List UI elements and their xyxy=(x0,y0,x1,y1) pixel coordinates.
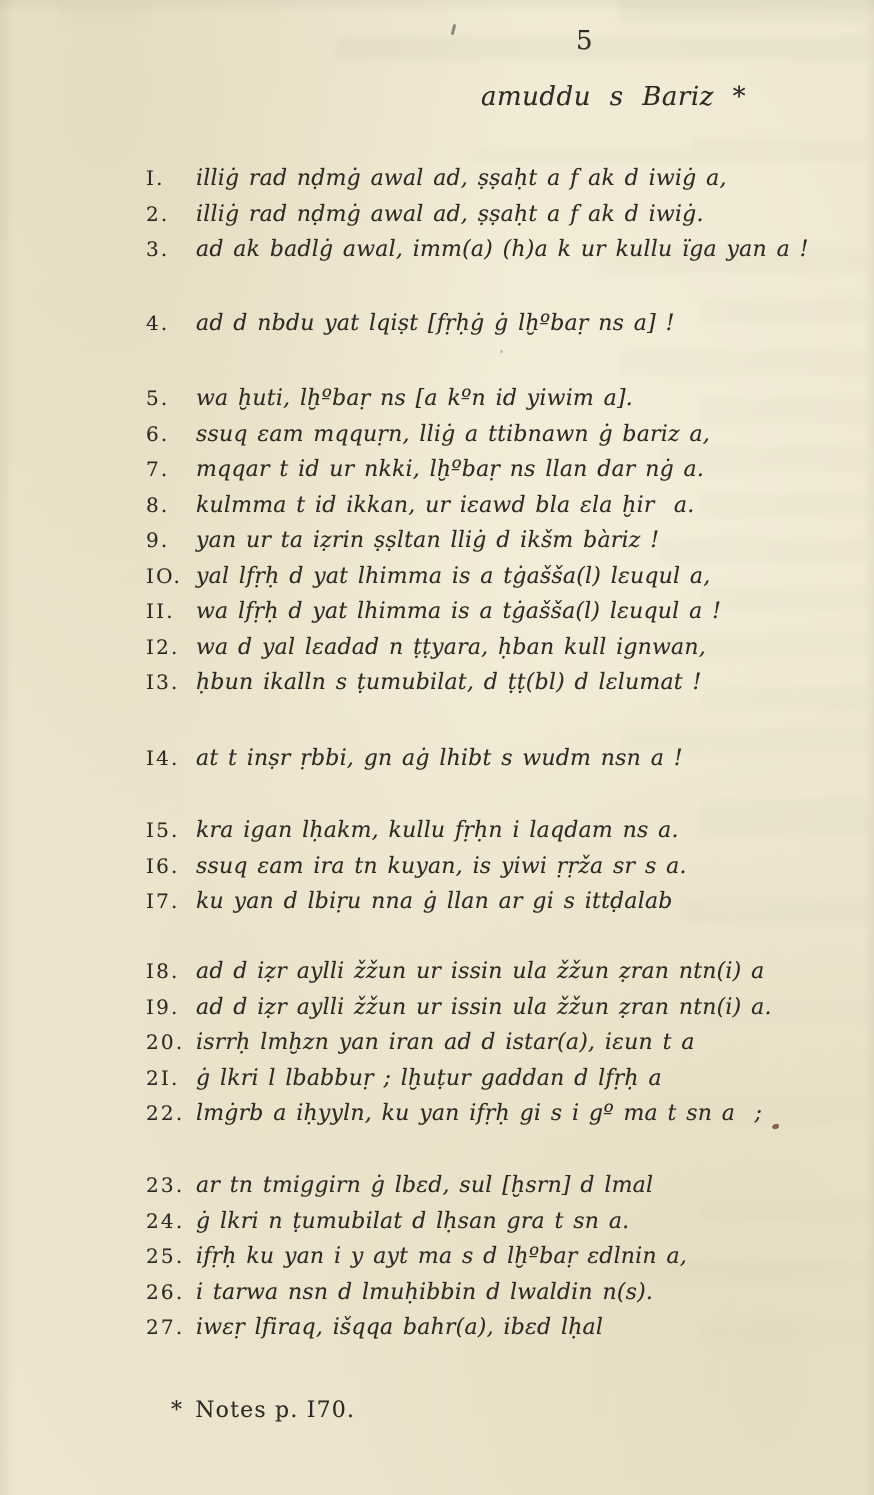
line-number: I5. xyxy=(146,818,180,842)
line-number: I6. xyxy=(146,853,180,878)
poem-line xyxy=(0,1025,874,1061)
show-through-smudge xyxy=(336,38,868,62)
poem-line xyxy=(0,884,874,920)
line-number: 2. xyxy=(146,201,170,226)
poem-line xyxy=(0,232,874,268)
poem-line xyxy=(0,1310,874,1346)
footnote xyxy=(0,1396,874,1426)
stanza xyxy=(0,1168,874,1346)
stanza xyxy=(0,306,874,342)
stanza xyxy=(0,381,874,701)
line-number: 27. xyxy=(146,1315,185,1339)
line-text: yan ur ta iẓrin ṣṣltan lliġ d ikšm bàriz ! xyxy=(196,528,660,553)
poem-line xyxy=(0,630,874,666)
poem-line xyxy=(0,452,874,488)
poem-line xyxy=(0,665,874,701)
show-through-smudge xyxy=(620,352,870,374)
poem-line xyxy=(0,954,874,990)
poem-line xyxy=(0,1275,874,1311)
line-number: 8. xyxy=(146,492,170,517)
line-number: I. xyxy=(146,166,165,190)
stanza xyxy=(0,813,874,920)
poem-line xyxy=(0,1204,874,1240)
line-number: 2I. xyxy=(146,1065,180,1090)
line-number: 4. xyxy=(146,311,170,335)
line-text: ḥbun ikalln s ṭumubilat, d ṭṭ(bl) d lɛlumat ! xyxy=(196,670,702,695)
line-text: ġ lkri l lbabbuṛ ; lḫuṭur gaddan d lfṛḥ a xyxy=(196,1065,662,1091)
line-number: 23. xyxy=(146,1173,185,1197)
line-text: ġ lkri n ṭumubilat d lḥsan gra t sn a. xyxy=(196,1208,630,1234)
footnote-marker: * xyxy=(171,1398,184,1423)
poem-line xyxy=(0,849,874,885)
line-text: iwɛṛ lfiraq, išqqa bahr(a), ibɛd lḥal xyxy=(196,1315,604,1340)
stanza xyxy=(0,741,874,777)
line-text: ad ak badlġ awal, imm(a) (h)a k ur kullu ïga yan a ! xyxy=(196,237,809,262)
line-text: wa lfṛḥ d yat lhimma is a tġašša(l) lɛuqul a ! xyxy=(196,599,722,624)
line-text: at t inṣr ṛbbi, gn aġ lhibt s wudm nsn a ! xyxy=(196,746,683,771)
poem-line xyxy=(0,523,874,559)
show-through-smudge xyxy=(60,6,152,22)
line-number: I7. xyxy=(146,889,180,913)
page-number: 5 xyxy=(576,26,594,56)
line-text: yal lfṛḥ d yat lhimma is a tġašša(l) lɛuqul a, xyxy=(196,563,711,589)
line-text: ar tn tmiggirn ġ lbɛd, sul [ḫsrn] d lmal xyxy=(196,1173,654,1198)
line-text: ad d nbdu yat lqiṣt [fṛḥġ ġ lḫºbaṛ ns a] ! xyxy=(196,311,675,336)
poem-line xyxy=(0,306,874,342)
poem-line xyxy=(0,559,874,595)
line-text: isrrḥ lmḫzn yan iran ad d istar(a), iɛun t a xyxy=(196,1030,695,1055)
show-through-smudge xyxy=(618,2,868,22)
line-text: ku yan d lbiṛu nna ġ llan ar gi s ittḍalab xyxy=(196,889,673,914)
poem-line xyxy=(0,161,874,197)
line-number: II. xyxy=(146,599,175,623)
stanza xyxy=(0,161,874,268)
poem-line xyxy=(0,990,874,1026)
line-text: ssuq ɛam ira tn kuyan, is yiwi ṛṛža sr s a. xyxy=(196,853,687,879)
poem-line xyxy=(0,197,874,233)
footnote-text: Notes p. I70. xyxy=(195,1398,356,1423)
line-number: 24. xyxy=(146,1208,185,1233)
ink-speck xyxy=(451,24,456,35)
line-number: 7. xyxy=(146,457,170,481)
line-number: 20. xyxy=(146,1030,185,1054)
line-text: ad d iẓr aylli žžun ur issin ula žžun ẓran ntn(i) a. xyxy=(196,994,772,1020)
poem-line xyxy=(0,417,874,453)
line-text: ssuq ɛam mqquṛn, lliġ a ttibnawn ġ bariz a, xyxy=(196,421,710,447)
line-text: ifṛḥ ku yan i y ayt ma s d lḫºbaṛ ɛdlnin a, xyxy=(196,1244,687,1269)
line-text: kulmma t id ikkan, ur iɛawd bla ɛla ḫir a. xyxy=(196,492,695,518)
line-number: IO. xyxy=(146,563,183,588)
poem-line xyxy=(0,813,874,849)
poem-line xyxy=(0,1168,874,1204)
line-text: ad d iẓr aylli žžun ur issin ula žžun ẓran ntn(i) a xyxy=(196,959,765,984)
line-text: kra igan lḥakm, kullu fṛḥn i laqdam ns a. xyxy=(196,818,679,843)
line-number: 22. xyxy=(146,1101,185,1125)
line-number: 9. xyxy=(146,528,170,552)
line-text: illiġ rad nḍmġ awal ad, ṣṣaḥt a f ak d iwiġ. xyxy=(196,201,704,227)
line-text: i tarwa nsn d lmuḥibbin d lwaldin n(s). xyxy=(196,1279,654,1305)
line-number: I2. xyxy=(146,634,180,659)
line-number: I9. xyxy=(146,994,180,1019)
line-number: I8. xyxy=(146,959,180,983)
line-number: 25. xyxy=(146,1244,185,1268)
line-number: 6. xyxy=(146,421,170,446)
poem-line xyxy=(0,1096,874,1132)
line-number: I4. xyxy=(146,746,180,770)
line-number: I3. xyxy=(146,670,180,694)
poem-line xyxy=(0,1239,874,1275)
line-number: 3. xyxy=(146,237,170,261)
poem-title: amuddu s Bariz * xyxy=(481,82,747,112)
line-text: illiġ rad nḍmġ awal ad, ṣṣaḥt a f ak d iwiġ a, xyxy=(196,166,727,191)
line-text: mqqar t id ur nkki, lḫºbaṛ ns llan dar nġ a. xyxy=(196,457,705,482)
line-number: 5. xyxy=(146,386,170,410)
line-text: wa ḫuti, lḫºbaṛ ns [a kºn id yiwim a]. xyxy=(196,386,633,411)
line-text: wa d yal lɛadad n ṭṭyara, ḥban kull ignwan, xyxy=(196,634,706,660)
poem-line xyxy=(0,741,874,777)
line-text: lmġrb a iḥyyln, ku yan ifṛḥ gi s i gº ma t sn a ; xyxy=(196,1101,763,1126)
poem-line xyxy=(0,1061,874,1097)
poem-line xyxy=(0,488,874,524)
paper-speck xyxy=(500,350,503,353)
poem-line xyxy=(0,381,874,417)
stanza xyxy=(0,954,874,1132)
line-number: 26. xyxy=(146,1279,185,1304)
show-through-smudge xyxy=(690,140,868,162)
poem-line xyxy=(0,594,874,630)
